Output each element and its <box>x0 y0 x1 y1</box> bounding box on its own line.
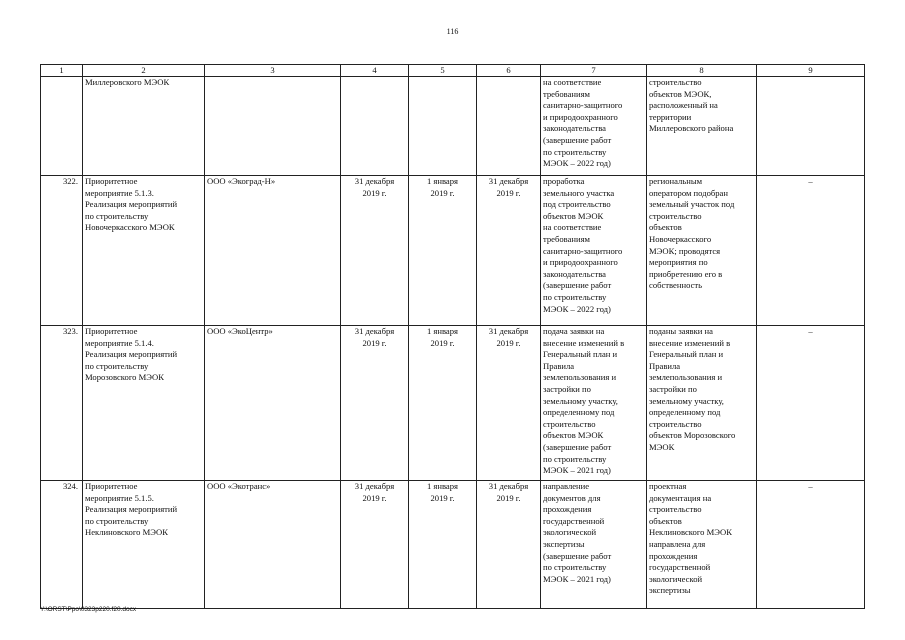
note-cell: – <box>757 176 865 326</box>
status-cell: поданы заявки на внесение изменений в Генеральный план и Правила землепользования и застройки по земельному участку, определенному под строительство объектов Морозовского МЭОК <box>647 326 757 481</box>
note-cell <box>757 77 865 176</box>
col-header-1: 1 <box>41 65 83 77</box>
fact-end-date-cell: 31 декабря 2019 г. <box>477 481 541 609</box>
table-row <box>41 176 865 326</box>
expected-result-cell: направление документов для прохождения государственной экологической экспертизы (завершение работ по строительству МЭОК – 2021 год) <box>541 481 647 609</box>
col-header-5: 5 <box>409 65 477 77</box>
row-number: 324. <box>41 481 83 609</box>
fact-end-date-cell: 31 декабря 2019 г. <box>477 176 541 326</box>
col-header-6: 6 <box>477 65 541 77</box>
expected-result-cell: проработка земельного участка под строительство объектов МЭОК на соответствие требованиям санитарно-защитного и природоохранного законодательства (завершение работ по строительству МЭОК – 2022 год) <box>541 176 647 326</box>
note-cell: – <box>757 481 865 609</box>
fact-end-date-cell <box>477 77 541 176</box>
plan-end-date-cell: 31 декабря 2019 г. <box>341 481 409 609</box>
fact-start-date-cell: 1 января 2019 г. <box>409 326 477 481</box>
status-cell: строительство объектов МЭОК, расположенный на территории Миллеровского района <box>647 77 757 176</box>
col-header-3: 3 <box>205 65 341 77</box>
page-number: 116 <box>446 27 459 36</box>
expected-result-cell: на соответствие требованиям санитарно-защитного и природоохранного законодательства (завершение работ по строительству МЭОК – 2022 год) <box>541 77 647 176</box>
fact-start-date-cell: 1 января 2019 г. <box>409 481 477 609</box>
plan-end-date-cell: 31 декабря 2019 г. <box>341 326 409 481</box>
fact-start-date-cell <box>409 77 477 176</box>
document-file-path: Y:\ORST\Ppo\0323p220.f20.docx <box>40 606 137 613</box>
plan-end-date-cell <box>341 77 409 176</box>
event-cell: Приоритетное мероприятие 5.1.4. Реализация мероприятий по строительству Морозовского МЭОК <box>83 326 205 481</box>
table-row <box>41 326 865 481</box>
event-cell: Миллеровского МЭОК <box>83 77 205 176</box>
executor-cell: ООО «Экотранс» <box>205 481 341 609</box>
register-table <box>40 64 865 609</box>
event-cell: Приоритетное мероприятие 5.1.3. Реализация мероприятий по строительству Новочеркасского МЭОК <box>83 176 205 326</box>
col-header-2: 2 <box>83 65 205 77</box>
executor-cell <box>205 77 341 176</box>
table-row <box>41 481 865 609</box>
col-header-8: 8 <box>647 65 757 77</box>
row-number: 323. <box>41 326 83 481</box>
plan-end-date-cell: 31 декабря 2019 г. <box>341 176 409 326</box>
table-row <box>41 77 865 176</box>
col-header-7: 7 <box>541 65 647 77</box>
fact-start-date-cell: 1 января 2019 г. <box>409 176 477 326</box>
col-header-9: 9 <box>757 65 865 77</box>
status-cell: проектная документация на строительство объектов Неклиновского МЭОК направлена для прохождения государственной экологической экспертизы <box>647 481 757 609</box>
executor-cell: ООО «Экоград-Н» <box>205 176 341 326</box>
row-number <box>41 77 83 176</box>
column-number-row <box>41 65 865 77</box>
expected-result-cell: подача заявки на внесение изменений в Генеральный план и Правила землепользования и застройки по земельному участку, определенному под строительство объектов МЭОК (завершение работ по строительству МЭОК – 2021 год) <box>541 326 647 481</box>
row-number: 322. <box>41 176 83 326</box>
note-cell: – <box>757 326 865 481</box>
event-cell: Приоритетное мероприятие 5.1.5. Реализация мероприятий по строительству Неклиновского МЭОК <box>83 481 205 609</box>
col-header-4: 4 <box>341 65 409 77</box>
executor-cell: ООО «ЭкоЦентр» <box>205 326 341 481</box>
status-cell: региональным оператором подобран земельный участок под строительство объектов Новочеркасского МЭОК; проводятся мероприятия по приобретению его в собственность <box>647 176 757 326</box>
fact-end-date-cell: 31 декабря 2019 г. <box>477 326 541 481</box>
